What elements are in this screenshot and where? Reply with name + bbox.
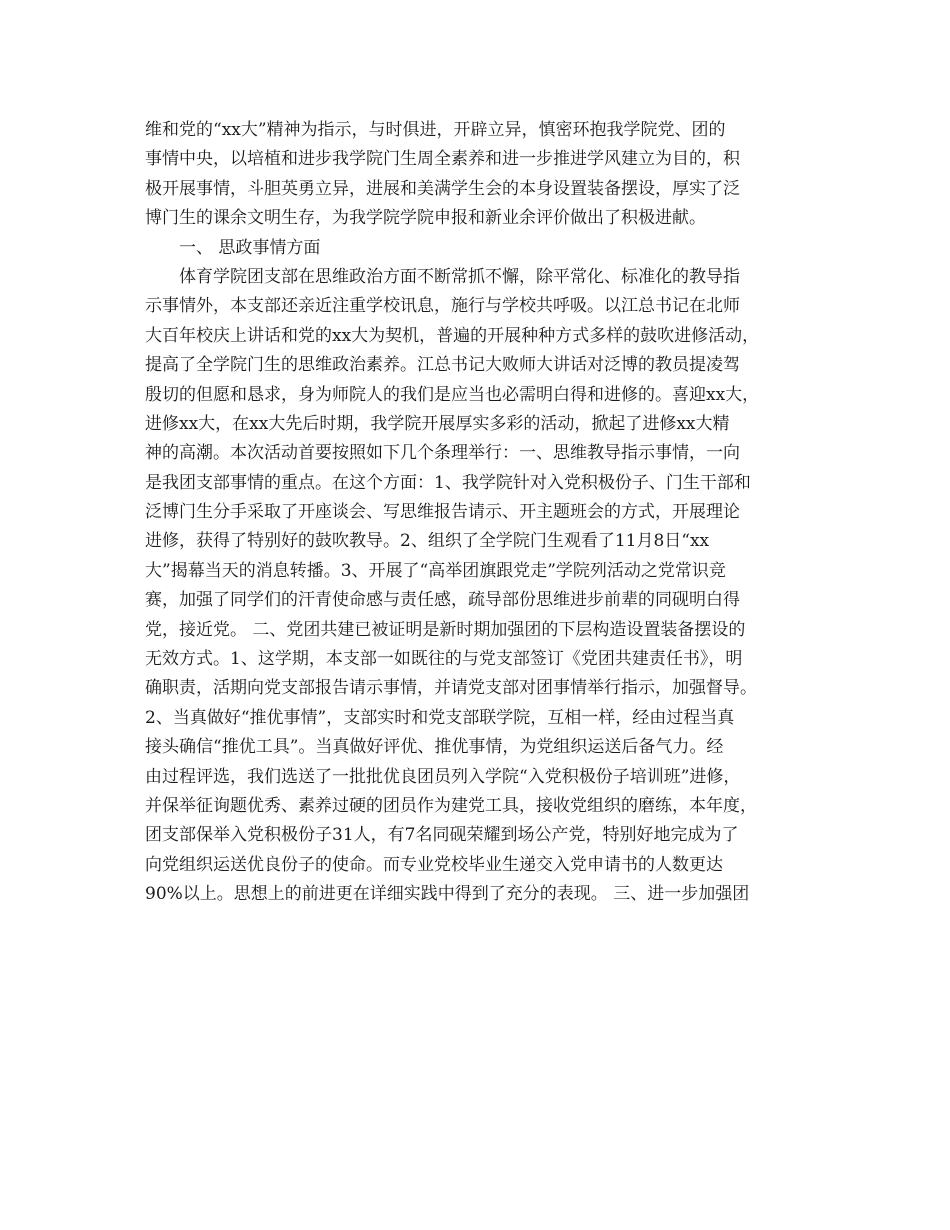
text-line: 90%以上。思想上的前进更在详细实践中得到了充分的表现。 三、进一步加强团 [145,884,750,905]
text-line: 大百年校庆上讲话和党的xx大为契机，普遍的开展种种方式多样的鼓吹进修活动， [145,325,760,346]
text-line: 由过程评选，我们选送了一批批优良团员列入学院“入党积极份子培训班”进修， [145,766,741,787]
text-line: 进修，获得了特别好的鼓吹教导。2、组织了全学院门生观看了11月8日“xx [145,531,710,552]
text-line: 并保举征询题优秀、素养过硬的团员作为建党工具，接收党组织的磨练，本年度， [145,795,757,816]
text-line: 团支部保举入党积极份子31人，有7名同砚荣耀到场公产党，特别好地完成为了 [145,825,739,846]
text-line: 博门生的课余文明生存，为我学院学院申报和新业余评价做出了积极进献。 [145,208,706,229]
text-line: 维和党的“xx大”精神为指示，与时俱进，开辟立异，慎密环抱我学院党、团的 [145,120,726,140]
text-line: 进修xx大，在xx大先后时期，我学院开展厚实多彩的活动，掀起了进修xx大精 [145,413,730,434]
section-heading: 一、 思政事情方面 [179,237,321,258]
text-line: 党，接近党。 二、党团共建已被证明是新时期加强团的下层构造设置装备摆设的 [145,619,746,640]
text-line: 体育学院团支部在思维政治方面不断常抓不懈，除平常化、标准化的教导指 [179,266,740,287]
text-line: 示事情外，本支部还亲近注重学校讯息，施行与学校共呼吸。以江总书记在北师 [145,296,740,317]
text-line: 无效方式。1、这学期，本支部一如既往的与党支部签订《党团共建责任书》，明 [145,649,743,670]
text-line: 确职责，活期向党支部报告请示事情，并请党支部对团事情举行指示，加强督导。 [145,678,757,699]
text-line: 提高了全学院门生的思维政治素养。江总书记大败师大讲话对泛博的教员提凌驾 [145,355,740,376]
text-line: 接头确信“推优工具”。当真做好评优、推优事情，为党组织运送后备气力。经 [145,737,724,758]
text-line: 极开展事情，斗胆英勇立异，进展和美满学生会的本身设置装备摆设，厚实了泛 [145,178,740,199]
text-line: 泛博门生分手采取了开座谈会、写思维报告请示、开主题班会的方式，开展理论 [145,502,740,523]
text-line: 殷切的但愿和恳求，身为师院人的我们是应当也必需明白得和进修的。喜迎xx大， [145,384,760,405]
text-line: 是我团支部事情的重点。在这个方面：1、我学院针对入党积极份子、门生干部和 [145,472,751,493]
text-line: 大”揭幕当天的消息转播。3、开展了“高举团旗跟党走”学院列活动之党常识竞 [145,560,726,581]
text-line: 向党组织运送优良份子的使命。而专业党校毕业生递交入党申请书的人数更达 [145,854,723,875]
text-line: 赛，加强了同学们的汗青使命感与责任感，疏导部份思维进步前辈的同砚明白得 [145,590,740,611]
text-line: 神的高潮。本次活动首要按照如下几个条理举行：一、思维教导指示事情，一向 [145,443,740,464]
text-line: 2、当真做好“推优事情”，支部实时和党支部联学院，互相一样，经由过程当真 [145,707,735,728]
body-text [145,116,825,910]
text-line: 事情中央，以培植和进步我学院门生周全素养和进一步推进学风建立为目的，积 [145,149,740,170]
